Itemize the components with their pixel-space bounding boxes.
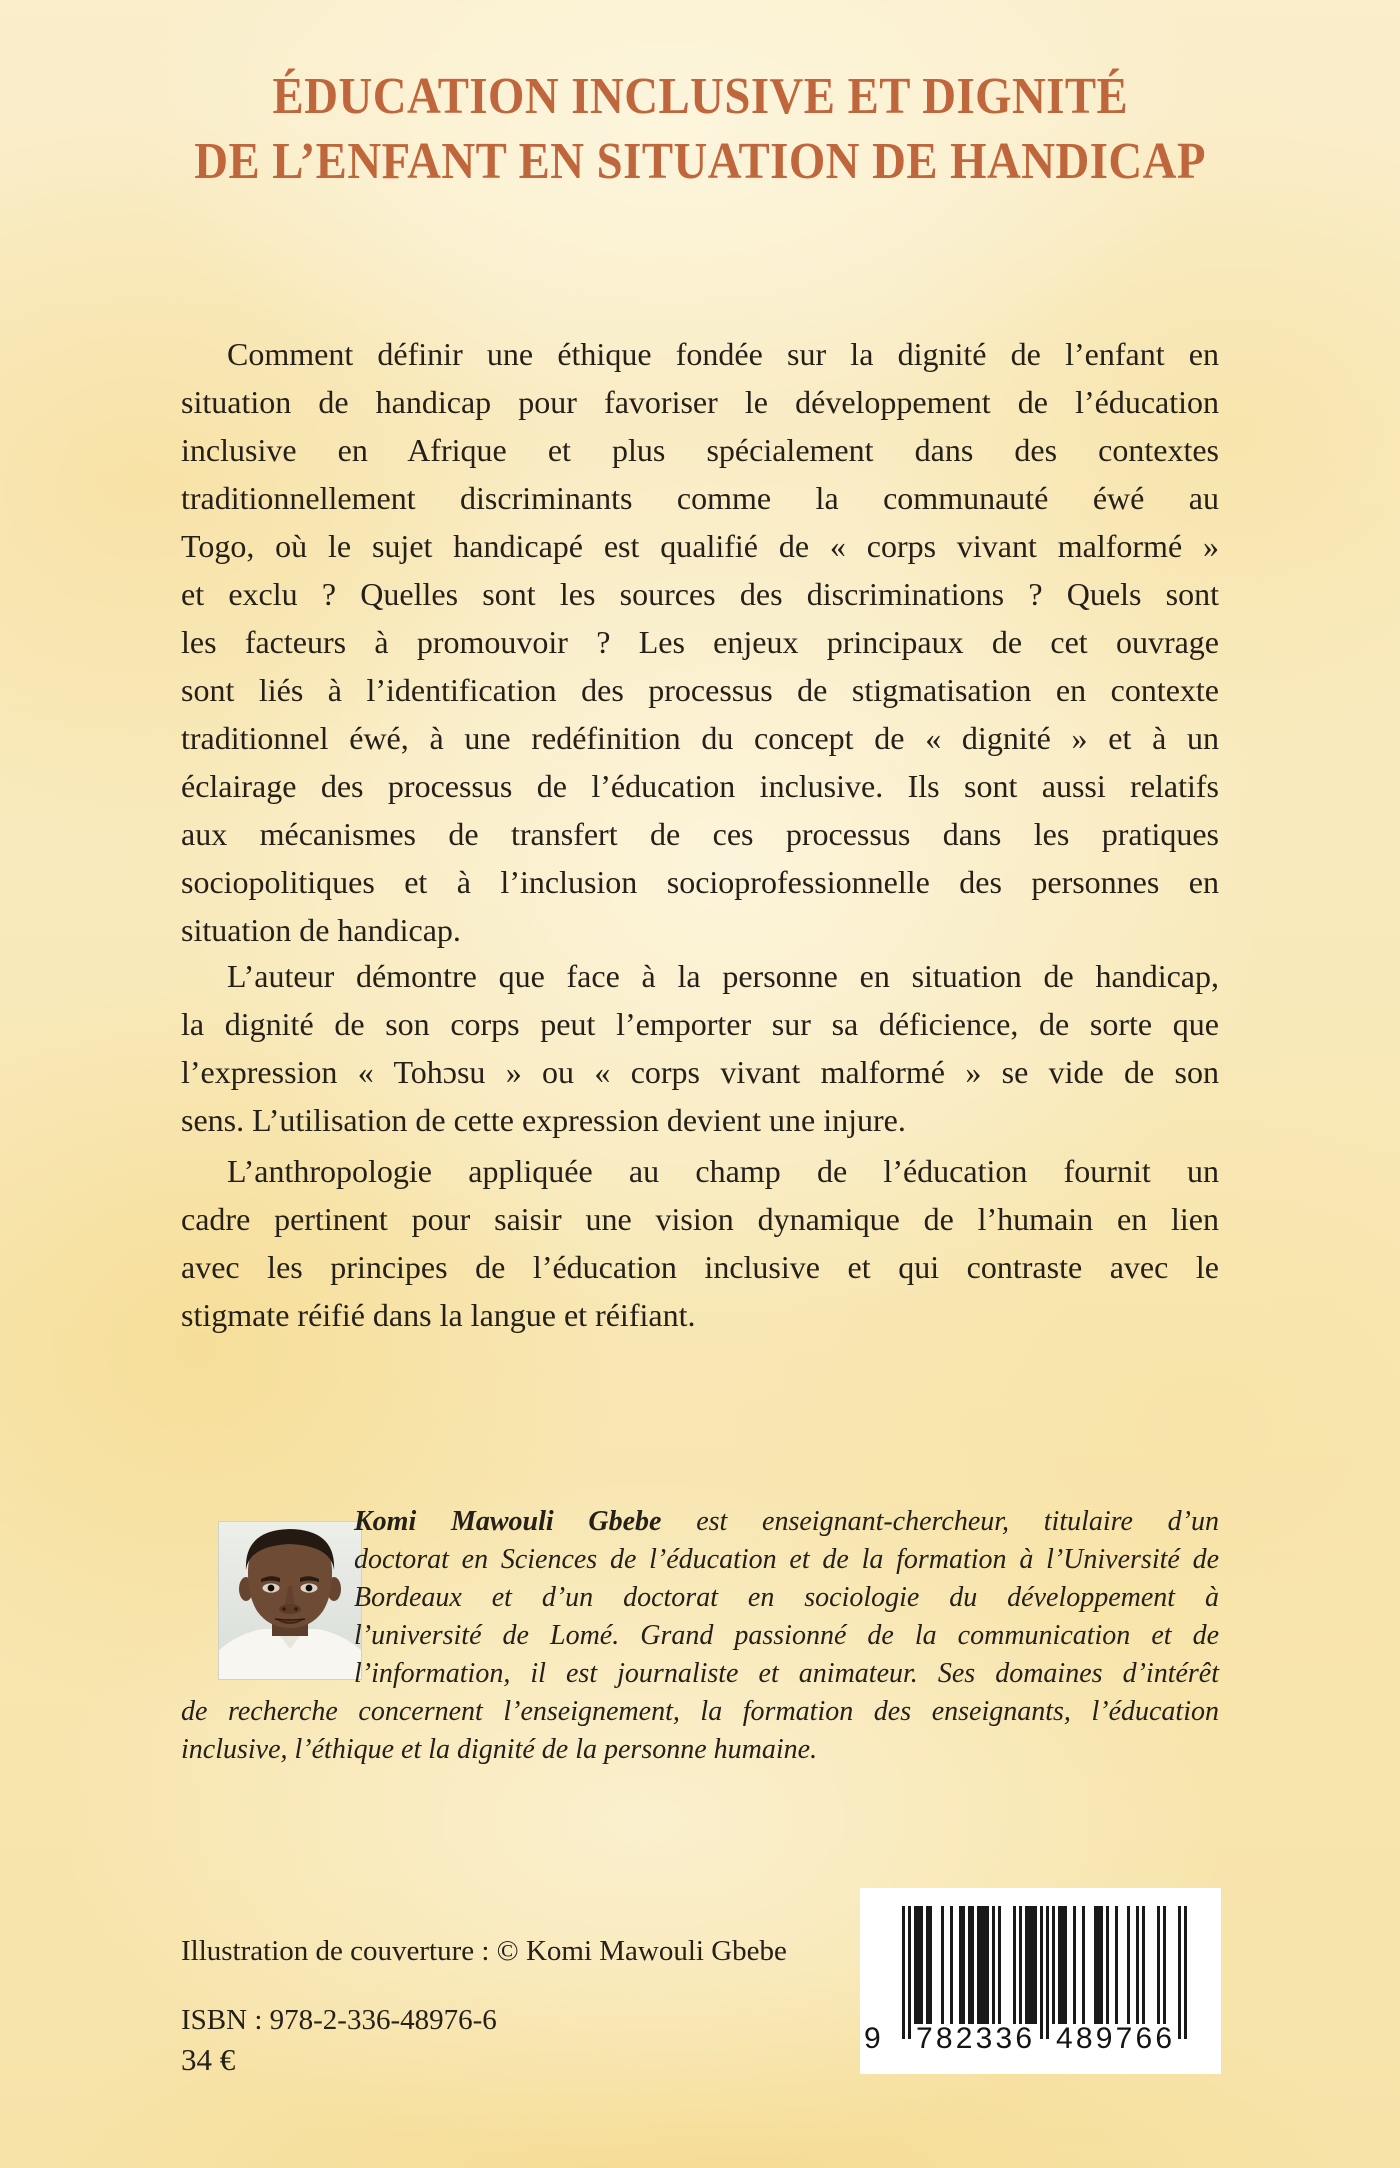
text-line: Komi Mawouli Gbebe est enseignant-chercheur, titulaire d’un xyxy=(354,1506,1220,1537)
text-line: L’auteur démontre que face à la personne en situation de handicap, xyxy=(227,958,1219,994)
synopsis-paragraph-2 xyxy=(181,952,1219,1144)
barcode-svg xyxy=(860,1906,1190,2055)
synopsis-paragraph-3 xyxy=(181,1147,1219,1339)
synopsis-paragraph-1 xyxy=(181,330,1219,954)
barcode-digits-right: 489766 xyxy=(1056,2022,1172,2055)
text-line: Togo, où le sujet handicapé est qualifié de « corps vivant malformé » xyxy=(181,528,1219,564)
barcode-digit-first: 9 xyxy=(864,2022,881,2055)
text-line: éclairage des processus de l’éducation inclusive. Ils sont aussi relatifs xyxy=(181,768,1219,804)
text-line: sens. L’utilisation de cette expression devient une injure. xyxy=(181,1102,906,1138)
book-title-line-1 xyxy=(0,64,1400,129)
text-line: la dignité de son corps peut l’emporter sur sa déficience, de sorte que xyxy=(181,1006,1219,1042)
text-line: stigmate réifié dans la langue et réifiant. xyxy=(181,1297,696,1333)
text-line: doctorat en Sciences de l’éducation et de la formation à l’Université de xyxy=(354,1544,1219,1575)
text-line: inclusive, l’éthique et la dignité de la personne humaine. xyxy=(181,1734,818,1765)
text-line: et exclu ? Quelles sont les sources des discriminations ? Quels sont xyxy=(181,576,1219,612)
text-line: sont liés à l’identification des processus de stigmatisation en contexte xyxy=(181,672,1219,708)
text-line: L’anthropologie appliquée au champ de l’éducation fournit un xyxy=(227,1153,1219,1189)
author-bio-text xyxy=(181,1503,1219,1769)
text-line: de recherche concernent l’enseignement, la formation des enseignants, l’éducation xyxy=(181,1696,1219,1727)
text-line: l’université de Lomé. Grand passionné de la communication et de xyxy=(354,1620,1219,1651)
cover-illustration-credit: Illustration de couverture : © Komi Mawouli Gbebe xyxy=(181,1935,787,1967)
barcode-digits-left: 782336 xyxy=(916,2022,1032,2055)
text-line: sociopolitiques et à l’inclusion socioprofessionnelle des personnes en xyxy=(181,864,1219,900)
text-line: Comment définir une éthique fondée sur la dignité de l’enfant en xyxy=(227,336,1219,372)
book-title xyxy=(0,64,1400,194)
text-line: situation de handicap pour favoriser le développement de l’éducation xyxy=(181,384,1219,420)
book-title-text-2: DE L’ENFANT EN SITUATION DE HANDICAP xyxy=(194,133,1206,190)
text-line: avec les principes de l’éducation inclusive et qui contraste avec le xyxy=(181,1249,1219,1285)
text-line: l’expression « Tohɔsu » ou « corps vivant malformé » se vide de son xyxy=(181,1054,1219,1090)
text-line: inclusive en Afrique et plus spécialement dans des contextes xyxy=(181,432,1219,468)
book-title-line-2 xyxy=(0,129,1400,194)
text-line: les facteurs à promouvoir ? Les enjeux principaux de cet ouvrage xyxy=(181,624,1219,660)
price-text: 34 € xyxy=(181,2042,236,2077)
text-line: traditionnel éwé, à une redéfinition du concept de « dignité » et à un xyxy=(181,720,1219,756)
book-title-text-1: ÉDUCATION INCLUSIVE ET DIGNITÉ xyxy=(272,68,1128,125)
barcode-box xyxy=(860,1888,1221,2074)
barcode-bars xyxy=(902,1906,1187,2039)
text-line: Bordeaux et d’un doctorat en sociologie du développement à xyxy=(354,1582,1219,1613)
text-line: aux mécanismes de transfert de ces processus dans les pratiques xyxy=(181,816,1219,852)
text-line: l’information, il est journaliste et animateur. Ses domaines d’intérêt xyxy=(354,1658,1219,1689)
text-line: cadre pertinent pour saisir une vision dynamique de l’humain en lien xyxy=(181,1201,1219,1237)
text-line: situation de handicap. xyxy=(181,912,461,948)
isbn-text: ISBN : 978-2-336-48976-6 xyxy=(181,2004,497,2036)
text-line: traditionnellement discriminants comme la communauté éwé au xyxy=(181,480,1219,516)
